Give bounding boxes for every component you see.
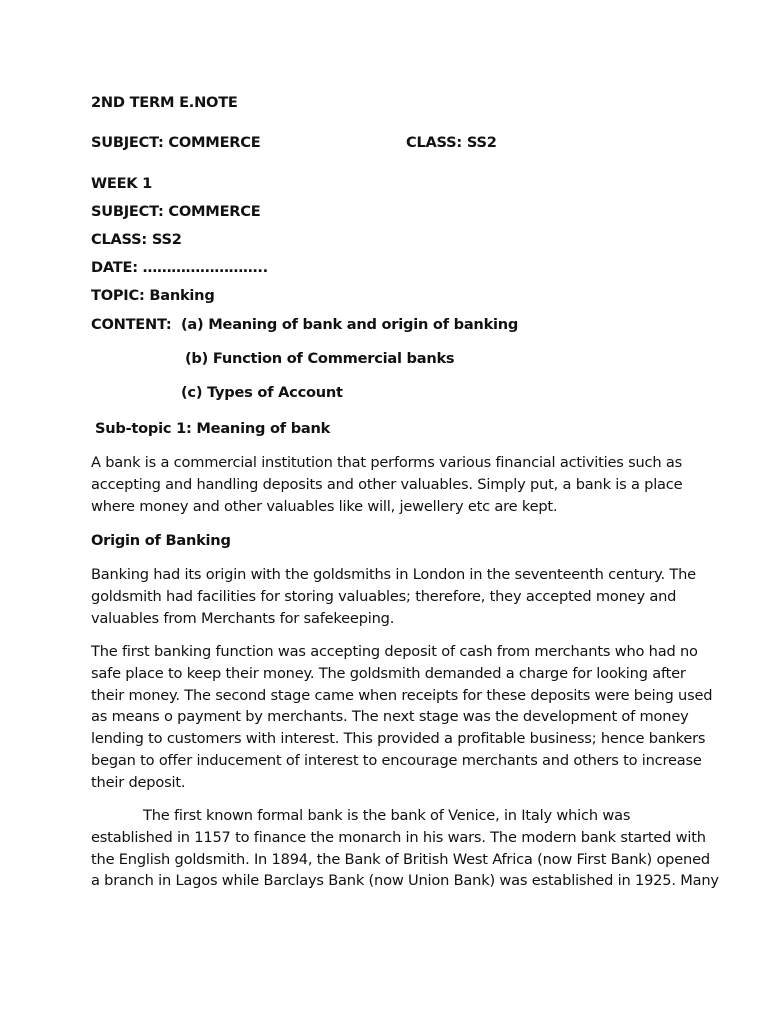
topic-label: TOPIC: Banking — [91, 287, 215, 304]
paragraph-line: accepting and handling deposits and other valuables. Simply put, a bank is a place — [91, 475, 683, 493]
paragraph-origin-1 — [91, 564, 696, 629]
paragraph-line: safe place to keep their money. The goldsmith demanded a charge for looking after — [91, 664, 686, 682]
paragraph-line: their deposit. — [91, 773, 186, 791]
paragraph-line: established in 1157 to finance the monarch in his wars. The modern bank started with — [91, 828, 706, 846]
paragraph-line: the English goldsmith. In 1894, the Bank of British West Africa (now First Bank) opened — [91, 850, 710, 868]
week-label: WEEK 1 — [91, 175, 153, 192]
subtopic-heading: Sub-topic 1: Meaning of bank — [95, 420, 331, 437]
paragraph-origin-3 — [91, 805, 719, 892]
paragraph-line: Banking had its origin with the goldsmiths in London in the seventeenth century. The — [91, 566, 696, 583]
paragraph-line: valuables from Merchants for safekeeping. — [91, 609, 395, 627]
date-label: DATE: …………………….. — [91, 259, 268, 276]
subject-label: SUBJECT: COMMERCE — [91, 203, 261, 220]
paragraph-line: their money. The second stage came when receipts for these deposits were being used — [91, 686, 713, 704]
paragraph-line: where money and other valuables like will, jewellery etc are kept. — [91, 497, 558, 515]
header-class: CLASS: SS2 — [406, 134, 497, 151]
class-label: CLASS: SS2 — [91, 231, 182, 248]
paragraph-line: The first banking function was accepting deposit of cash from merchants who had no — [91, 643, 698, 660]
paragraph-line: lending to customers with interest. This provided a profitable business; hence bankers — [91, 730, 706, 748]
paragraph-line: The first known formal bank is the bank of Venice, in Italy which was — [143, 807, 631, 824]
paragraph-line: as means o payment by merchants. The next stage was the development of money — [91, 708, 689, 726]
content-label: CONTENT: — [91, 316, 172, 333]
term-note-title: 2ND TERM E.NOTE — [91, 94, 238, 111]
paragraph-line: a branch in Lagos while Barclays Bank (now Union Bank) was established in 1925. Many — [91, 872, 719, 890]
paragraph-line: goldsmith had facilities for storing valuables; therefore, they accepted money and — [91, 587, 677, 605]
content-item-c: (c) Types of Account — [181, 384, 343, 401]
paragraph-line: began to offer inducement of interest to encourage merchants and others to increase — [91, 751, 702, 769]
origin-heading: Origin of Banking — [91, 532, 231, 549]
header-subject: SUBJECT: COMMERCE — [91, 134, 261, 151]
content-item-b: (b) Function of Commercial banks — [185, 350, 455, 367]
paragraph-origin-2 — [91, 641, 713, 794]
content-item-a: (a) Meaning of bank and origin of banking — [181, 316, 519, 333]
paragraph-line: A bank is a commercial institution that performs various financial activities such as — [91, 454, 682, 471]
paragraph-meaning-of-bank — [91, 452, 691, 517]
